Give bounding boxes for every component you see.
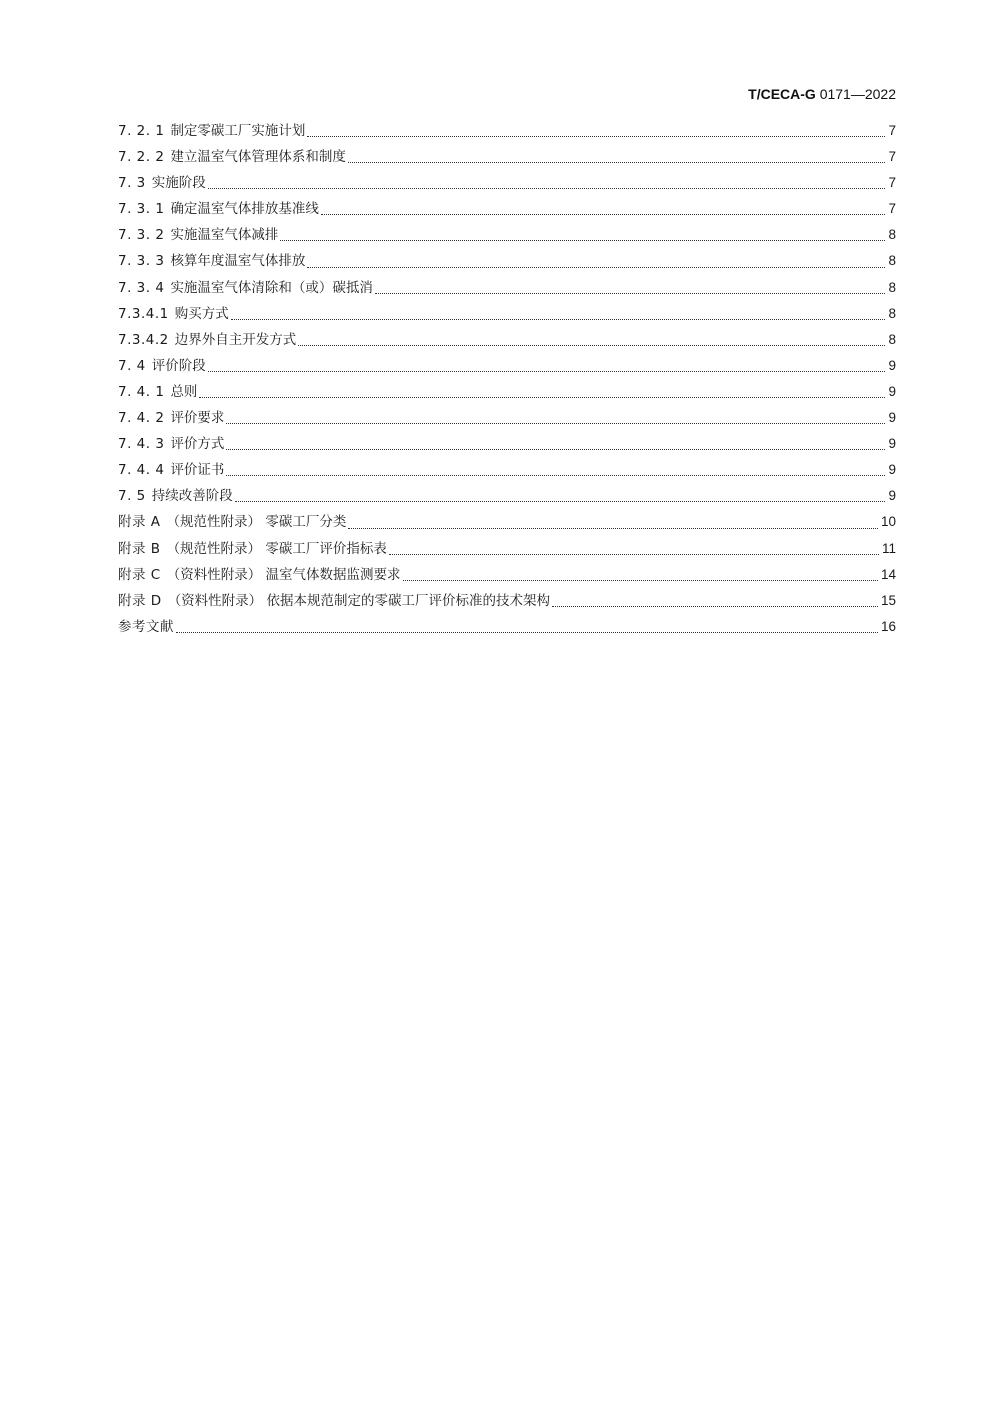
- toc-entry-page-number: 9: [888, 383, 896, 399]
- toc-entry-title: （规范性附录） 零碳工厂分类: [166, 514, 347, 531]
- toc-entry[interactable]: [118, 457, 896, 483]
- toc-leader-dots: [199, 396, 885, 398]
- toc-entry-title: 购买方式: [174, 305, 229, 322]
- toc-entry[interactable]: [118, 614, 896, 640]
- toc-entry[interactable]: [118, 353, 896, 379]
- toc-entry-page-number: 8: [888, 227, 896, 243]
- table-of-contents: [118, 118, 896, 640]
- toc-leader-dots: [375, 292, 886, 294]
- toc-entry[interactable]: [118, 483, 896, 509]
- toc-entry-page-number: 7: [888, 175, 896, 191]
- toc-leader-dots: [176, 631, 878, 633]
- toc-entry-page-number: 7: [888, 123, 896, 138]
- toc-entry-page-number: 9: [888, 436, 896, 452]
- toc-leader-dots: [321, 213, 886, 215]
- toc-entry-title: 持续改善阶段: [151, 488, 233, 505]
- toc-entry-page-number: 8: [888, 331, 896, 347]
- toc-entry-title: 总则: [170, 383, 198, 400]
- toc-entry-page-number: 15: [880, 592, 896, 608]
- toc-entry-title: 核算年度温室气体排放: [170, 253, 306, 270]
- toc-entry-number: 7. 3. 2: [118, 227, 165, 244]
- toc-leader-dots: [348, 161, 886, 163]
- toc-entry-title: 评价方式: [170, 436, 225, 453]
- toc-entry-number: 附录 B: [118, 540, 161, 557]
- toc-entry-number: 7. 3. 1: [118, 201, 165, 218]
- toc-entry-number: 附录 A: [118, 514, 161, 531]
- toc-entry-title: 实施温室气体清除和（或）碳抵消: [170, 279, 373, 296]
- toc-leader-dots: [280, 239, 885, 241]
- toc-entry-page-number: 9: [888, 488, 896, 504]
- toc-entry-title: 实施阶段: [151, 175, 206, 192]
- toc-entry-page-number: 8: [888, 305, 896, 321]
- toc-entry-number: 7. 3. 3: [118, 253, 165, 270]
- toc-entry-title: 评价证书: [170, 462, 225, 479]
- toc-entry-title: 评价阶段: [151, 357, 206, 374]
- toc-entry-number: 7.3.4.1: [118, 305, 169, 322]
- toc-leader-dots: [226, 422, 885, 424]
- toc-entry-page-number: 11: [881, 540, 896, 556]
- toc-entry-title: （规范性附录） 零碳工厂评价指标表: [166, 540, 387, 557]
- toc-entry[interactable]: [118, 405, 896, 431]
- toc-entry-page-number: 7: [888, 201, 896, 217]
- toc-leader-dots: [307, 135, 885, 137]
- toc-leader-dots: [552, 605, 878, 607]
- toc-entry-page-number: 9: [888, 462, 896, 478]
- toc-entry-number: 7.3.4.2: [118, 331, 169, 348]
- toc-entry-title: 评价要求: [170, 410, 225, 427]
- toc-entry-number: 7. 3. 4: [118, 279, 165, 296]
- toc-entry[interactable]: [118, 379, 896, 405]
- toc-entry-page-number: 8: [888, 253, 896, 269]
- toc-leader-dots: [226, 448, 885, 450]
- toc-entry[interactable]: [118, 562, 896, 588]
- toc-entry-title: 实施温室气体减排: [170, 227, 279, 244]
- toc-entry[interactable]: [118, 144, 896, 170]
- toc-entry[interactable]: [118, 509, 896, 535]
- toc-entry[interactable]: [118, 170, 896, 196]
- toc-entry-page-number: 14: [880, 566, 896, 582]
- toc-entry[interactable]: [118, 118, 896, 144]
- toc-entry-number: 7. 2. 2: [118, 149, 165, 166]
- toc-entry-page-number: 8: [888, 279, 896, 295]
- toc-entry-title: （资料性附录） 依据本规范制定的零碳工厂评价标准的技术架构: [167, 592, 550, 609]
- toc-entry-page-number: 9: [888, 357, 896, 373]
- toc-entry-title: （资料性附录） 温室气体数据监测要求: [166, 566, 401, 583]
- toc-leader-dots: [307, 266, 885, 268]
- toc-entry-number: 7. 2. 1: [118, 123, 165, 139]
- toc-entry[interactable]: [118, 327, 896, 353]
- toc-entry-page-number: 9: [888, 410, 896, 426]
- toc-entry[interactable]: [118, 536, 896, 562]
- toc-leader-dots: [226, 474, 885, 476]
- toc-leader-dots: [298, 344, 885, 346]
- toc-leader-dots: [348, 527, 878, 529]
- toc-entry[interactable]: [118, 196, 896, 222]
- toc-entry-number: 7. 4: [118, 357, 146, 374]
- toc-entry-number: 7. 3: [118, 175, 146, 192]
- toc-entry-number: 7. 4. 3: [118, 436, 165, 453]
- toc-leader-dots: [389, 553, 879, 555]
- toc-entry-number: 7. 4. 2: [118, 410, 165, 427]
- toc-leader-dots: [403, 579, 878, 581]
- toc-entry-title: 边界外自主开发方式: [174, 331, 297, 348]
- toc-entry[interactable]: [118, 275, 896, 301]
- toc-entry-page-number: 7: [888, 149, 896, 165]
- standard-number: 0171—2022: [815, 86, 896, 102]
- toc-entry-title: 确定温室气体排放基准线: [170, 201, 319, 218]
- toc-entry-number: 附录 C: [118, 566, 161, 583]
- toc-entry[interactable]: [118, 301, 896, 327]
- toc-entry-page-number: 10: [880, 514, 896, 530]
- toc-entry-number: 附录 D: [118, 592, 162, 609]
- document-header: [748, 86, 896, 102]
- toc-entry-number: 7. 4. 4: [118, 462, 165, 479]
- toc-leader-dots: [208, 187, 886, 189]
- toc-entry[interactable]: [118, 431, 896, 457]
- toc-entry[interactable]: [118, 222, 896, 248]
- toc-entry-number: 参考文献: [118, 618, 174, 635]
- toc-entry-number: 7. 4. 1: [118, 383, 165, 400]
- toc-entry-number: 7. 5: [118, 488, 146, 505]
- toc-entry[interactable]: [118, 248, 896, 274]
- toc-entry-title: 制定零碳工厂实施计划: [170, 123, 306, 139]
- toc-entry-page-number: 16: [880, 618, 896, 634]
- toc-entry[interactable]: [118, 588, 896, 614]
- standard-code: T/CECA-G: [748, 86, 816, 102]
- toc-leader-dots: [235, 500, 886, 502]
- toc-leader-dots: [208, 370, 886, 372]
- toc-entry-title: 建立温室气体管理体系和制度: [170, 149, 346, 166]
- toc-leader-dots: [231, 318, 886, 320]
